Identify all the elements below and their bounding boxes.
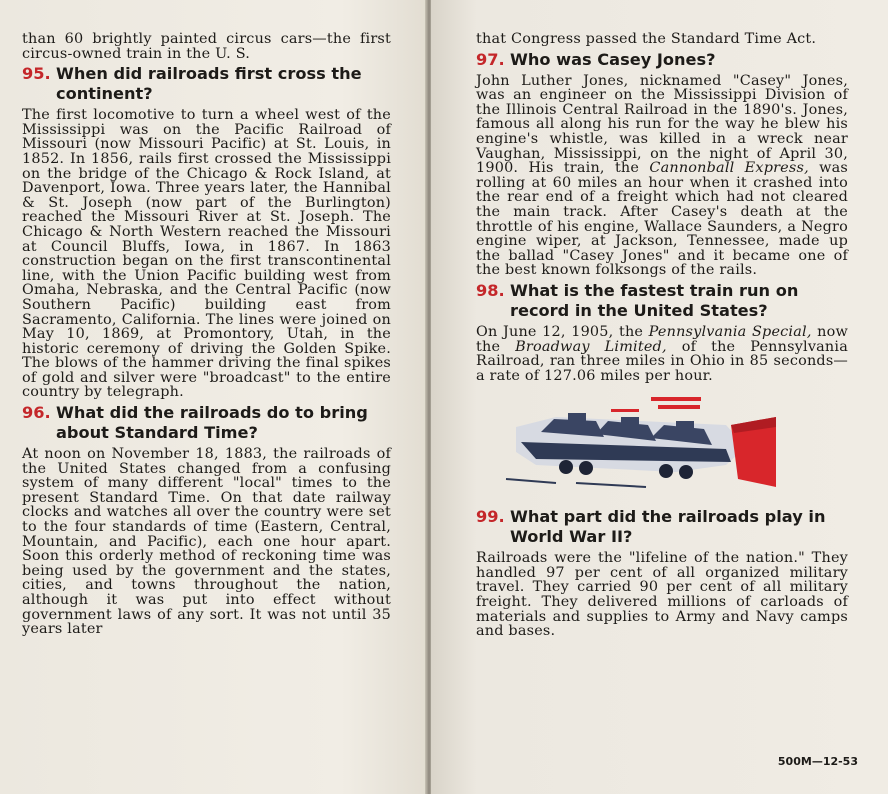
continuation-text: that Congress passed the Standard Time Act. <box>476 31 817 47</box>
answer-97-part2: was rolling at 60 miles an hour when it crashed into the rear end of a freight which had not cleared the main track. After Casey's death at the throttle of his engine, Wallace Saunders, a Negro engine wiper, at Jackson, Tennessee, made up the ballad "Casey Jones" and it became one of the best known folksongs of the rails. <box>476 160 848 279</box>
question-99-number: 99. <box>476 507 505 527</box>
answer-97-part1: John Luther Jones, nicknamed "Casey" Jones, was an engineer on the Mississippi Division of the Illinois Central Railroad in the 1890's. Jones, famous all along his run for the way he blew his engine's whistle, was killed in a wreck near Vaughan, Mississippi, on the night of April 30, 1900. His train, the <box>476 72 848 177</box>
answer-97 <box>476 74 848 278</box>
question-99-heading <box>476 507 848 547</box>
right-page <box>431 0 888 794</box>
answer-95: The first locomotive to turn a wheel west of the Mississippi was on the Pacific Railroad of Missouri (now Missouri Pacific) at St. Louis, in 1852. In 1856, rails first crossed the Mississippi on the bridge of the Chicago & Rock Island, at Davenport, Iowa. Three years later, the Hannibal & St. Joseph (now part of the Burlington) reached the Missouri River at St. Joseph. The Chicago & North Western reached the Missouri at Council Bluffs, Iowa, in 1867. In 1863 construction began on the first transcontinental line, with the Union Pacific building west from Omaha, Nebraska, and the Central Pacific (now Southern Pacific) building east from Sacramento, California. The lines were joined on May 10, 1869, at Promontory, Utah, in the historic ceremony of driving the Golden Spike. The blows of the hammer driving the final spikes of gold and silver were "broadcast" to the entire country by telegraph. <box>22 107 391 401</box>
speed-lines <box>611 397 701 412</box>
answer-98 <box>476 325 848 383</box>
question-95-heading <box>22 64 391 104</box>
answer-99: Railroads were the "lifeline of the nation." They handled 97 per cent of all organized military travel. They carried 90 per cent of all military freight. They delivered millions of carloads of materials and supplies to Army and Navy camps and bases. <box>476 550 848 640</box>
answer-96: At noon on November 18, 1883, the railroads of the United States changed from a confusing system of many different "local" times to the present Standard Time. On that date railway clocks and watches all over the country were set to the four standards of time (Eastern, Central, Mountain, and Pacific), each one hour apart. Soon this orderly method of reckoning time was being used by the government and the states, cities, and towns throughout the nation, although it was put into effect without government laws of any sort. It was not until 35 years later <box>22 446 391 638</box>
question-95-text: When did railroads first cross the continent? <box>56 64 362 104</box>
answer-98-part1: On June 12, 1905, the <box>476 323 649 340</box>
print-code: 500M—12-53 <box>777 755 858 768</box>
answer-98-part2: now the <box>476 323 848 355</box>
answer-98-train-2: Broadway Limited, <box>515 338 667 355</box>
question-95-number: 95. <box>22 64 51 84</box>
question-96-heading <box>22 403 391 443</box>
question-97-number: 97. <box>476 49 505 69</box>
tank-train-illustration-icon <box>476 387 848 497</box>
question-98-heading <box>476 281 848 321</box>
answer-98-part3: of the Pennsylvania Railroad, ran three miles in Ohio in 85 seconds—a rate of 127.06 miles per hour. <box>476 338 848 384</box>
question-97-heading <box>476 50 848 70</box>
tank-train-svg <box>476 387 816 497</box>
question-98-text: What is the fastest train run on record in the United States? <box>510 280 799 320</box>
answer-98-train-1: Pennsylvania Special, <box>648 323 812 340</box>
question-96-text: What did the railroads do to bring about Standard Time? <box>56 403 368 443</box>
question-97-text: Who was Casey Jones? <box>510 49 716 69</box>
intro-text: than 60 brightly painted circus cars—the first circus-owned train in the U. S. <box>22 31 391 62</box>
question-98-number: 98. <box>476 280 505 300</box>
track-lines <box>506 479 646 487</box>
question-96-number: 96. <box>22 403 51 423</box>
question-99-text: What part did the railroads play in World War II? <box>510 507 826 547</box>
left-page <box>0 0 427 794</box>
answer-97-train-name: Cannonball Express, <box>649 160 809 177</box>
